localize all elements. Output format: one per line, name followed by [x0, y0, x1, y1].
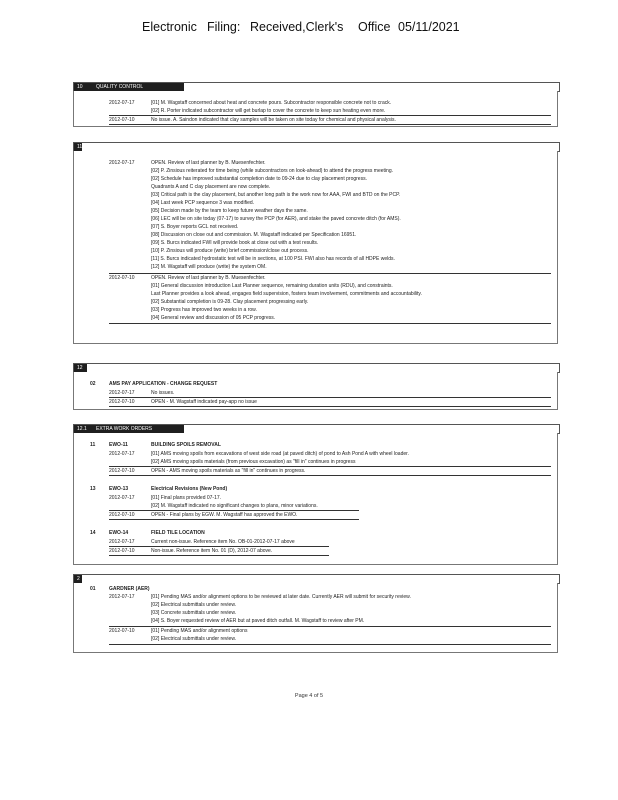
section-number: 12: [77, 365, 83, 371]
entry-line: [05] Decision made by the team to keep future weather days the same.: [151, 208, 308, 214]
entry-line: No issue. A. Saindon indicated that clay samples will be taken on site today for chemical and physical analysis.: [151, 117, 396, 123]
entry-line: Current non-issue. Reference item No. OB-01-2012-07-17 above: [151, 539, 295, 545]
entry-line: [02] P. Zinsious reiterated for time being (while subcontractors on look-ahead) to attend the progress meeting.: [151, 168, 393, 174]
row-divider: [109, 397, 551, 398]
entry-line: [01] AMS moving spoils from excavations of west side road (at paved ditch) of pond to Ash Pond A with wheel loader.: [151, 451, 409, 457]
entry-line: Non-issue. Reference item No. 01 (D), 2012-07 above.: [151, 548, 273, 554]
entry-date: 2012-07-17: [109, 594, 135, 600]
row-divider: [109, 555, 329, 556]
entry-date: 2012-07-17: [109, 495, 135, 501]
entry-line: [11] S. Burcs indicated hydrostatic test will be in sections, at 100 PSI. FWI also has records of all HDPE welds.: [151, 256, 395, 262]
entry-line: [01] General discussion introduction Last Planner sequence, remaining duration units (RDU), and constraints.: [151, 283, 393, 289]
section-title-bar: [74, 143, 82, 151]
row-divider: [109, 644, 551, 645]
section-number: 10: [77, 84, 83, 90]
entry-date: 2012-07-17: [109, 390, 135, 396]
entry-date: 2012-07-10: [109, 468, 135, 474]
item-title: FIELD TILE LOCATION: [151, 530, 205, 536]
row-divider: [109, 519, 359, 520]
entry-date: 2012-07-17: [109, 160, 135, 166]
section-title: EXTRA WORK ORDERS: [96, 426, 153, 432]
item-number: 02: [90, 381, 96, 387]
row-divider: [109, 546, 329, 547]
entry-line: [03] Critical path is the clay placement, but another long path is the work now for AAA, FWI and BTD on the PCP.: [151, 192, 401, 198]
section-title-bar: [74, 575, 82, 583]
entry-line: [04] S. Boyer requested review of AER but at paved ditch outfall. M. Wagstaff to review after PM.: [151, 618, 365, 624]
entry-line: [09] S. Burcs indicated FWI will provide book at close out with a test results.: [151, 240, 319, 246]
row-divider: [109, 406, 551, 407]
entry-line: [01] Pending MAS and/or alignment options to be reviewed at later date. Currently AER will submit for security review.: [151, 594, 411, 600]
entry-line: [06] LEC will be on site today (07-17) to survey the PCP (for AER), and stake the paved concrete ditch (for AMS).: [151, 216, 401, 222]
entry-line: [10] P. Zinsious will produce (write) brief commission/close out process.: [151, 248, 309, 254]
page-number: Page 4 of 5: [294, 693, 324, 699]
header-electronic: Electronic: [142, 20, 197, 34]
item-title: Electrical Revisions (New Pond): [151, 486, 228, 492]
item-code: EWO-11: [109, 442, 128, 448]
entry-line: [01] Pending MAS and/or alignment options: [151, 628, 248, 634]
entry-line: [02] R. Porter indicated subcontractor will get burlap to cover the concrete to keep sun heating even more.: [151, 108, 386, 114]
entry-line: [02] AMS moving spoils materials (from previous excavation) as "fill in" continues in progress: [151, 459, 356, 465]
row-divider: [109, 510, 359, 511]
section-2: [73, 583, 558, 653]
entry-line: [04] General review and discussion of 05 PCP progress.: [151, 315, 276, 321]
entry-line: OPEN - AMS moving spoils materials as "fill in" continues in progress.: [151, 468, 306, 474]
entry-date: 2012-07-10: [109, 117, 135, 123]
entry-line: [02] M. Wagstaff indicated no significant changes to plans, minor variations.: [151, 503, 318, 509]
section-title-bar: [74, 425, 184, 433]
entry-date: 2012-07-17: [109, 451, 135, 457]
section-11: [73, 151, 558, 344]
item-code: EWO-14: [109, 530, 129, 536]
item-code: EWO-13: [109, 486, 129, 492]
item-number: 14: [90, 530, 96, 536]
entry-line: OPEN - M. Wagstaff indicated pay-app no issue: [151, 399, 257, 405]
entry-line: No issues.: [151, 390, 175, 396]
entry-line: Last Planner provides a look ahead, engages field supervision, fosters team involvement, commitments and accountability.: [151, 291, 422, 297]
entry-line: [02] Electrical submittals under review.: [151, 636, 237, 642]
entry-line: OPEN. Review of last planner by B. Muesenfechter.: [151, 275, 266, 281]
entry-date: 2012-07-17: [109, 100, 135, 106]
item-number: 11: [90, 442, 96, 448]
entry-date: 2012-07-10: [109, 399, 135, 405]
section-title: QUALITY CONTROL: [96, 84, 144, 90]
entry-line: [02] Substantial completion is 09-28. Clay placement progressing early.: [151, 299, 309, 305]
entry-line: [03] Progress has improved two weeks in a row.: [151, 307, 257, 313]
entry-line: [01] M. Wagstaff concerned about heat and concrete pours. Subcontractor responsible concrete not to crack.: [151, 100, 392, 106]
entry-line: [07] S. Boyer reports GCL not received.: [151, 224, 239, 230]
section-number: 2: [77, 576, 80, 582]
row-divider: [109, 626, 551, 627]
entry-line: [08] Discussion on close out and commission. M. Wagstaff indicated per Specification 16951.: [151, 232, 357, 238]
header-date: 05/11/2021: [398, 20, 460, 34]
entry-line: OPEN. Review of last planner by B. Muesenfechter.: [151, 160, 266, 166]
header-received: Received,Clerk's: [250, 20, 344, 34]
section-12: [73, 372, 558, 410]
section-quality-control: [73, 91, 558, 127]
section-title-bar: [74, 364, 87, 372]
item-number: 01: [90, 586, 96, 592]
row-divider: [109, 273, 551, 274]
entry-date: 2012-07-10: [109, 275, 135, 281]
section-extra-work-orders: [73, 433, 558, 565]
entry-line: [12] M. Wagstaff will produce (write) the system OM.: [151, 264, 267, 270]
row-divider: [109, 124, 551, 125]
entry-line: [02] Schedule has improved substantial completion date to 09-24 due to clay placement progress.: [151, 176, 367, 182]
entry-line: Quadrants A and C clay placement are now complete.: [151, 184, 271, 190]
entry-date: 2012-07-17: [109, 539, 135, 545]
header-filing: Filing:: [207, 20, 241, 34]
item-number: 13: [90, 486, 96, 492]
entry-date: 2012-07-10: [109, 628, 135, 634]
entry-line: [01] Final plans provided 07-17.: [151, 495, 222, 501]
entry-date: 2012-07-10: [109, 512, 135, 518]
entry-line: [04] Last week PCP sequence 3 was modified.: [151, 200, 255, 206]
row-divider: [109, 323, 551, 324]
header-office: Office: [358, 20, 391, 34]
entry-line: OPEN - Final plans by EGW. M. Wagstaff has approved the EWO.: [151, 512, 298, 518]
item-title: GARDNER (AER): [109, 586, 150, 592]
entry-line: [03] Concrete submittals under review.: [151, 610, 237, 616]
row-divider: [109, 115, 551, 116]
section-number: 11: [77, 144, 83, 150]
entry-date: 2012-07-10: [109, 548, 135, 554]
row-divider: [109, 466, 551, 467]
section-title-bar: [74, 83, 184, 91]
item-title: BUILDING SPOILS REMOVAL: [151, 442, 221, 448]
item-title: AMS PAY APPLICATION - CHANGE REQUEST: [109, 381, 218, 387]
entry-line: [02] Electrical submittals under review.: [151, 602, 237, 608]
section-number: 12.1: [77, 426, 87, 432]
row-divider: [109, 475, 551, 476]
